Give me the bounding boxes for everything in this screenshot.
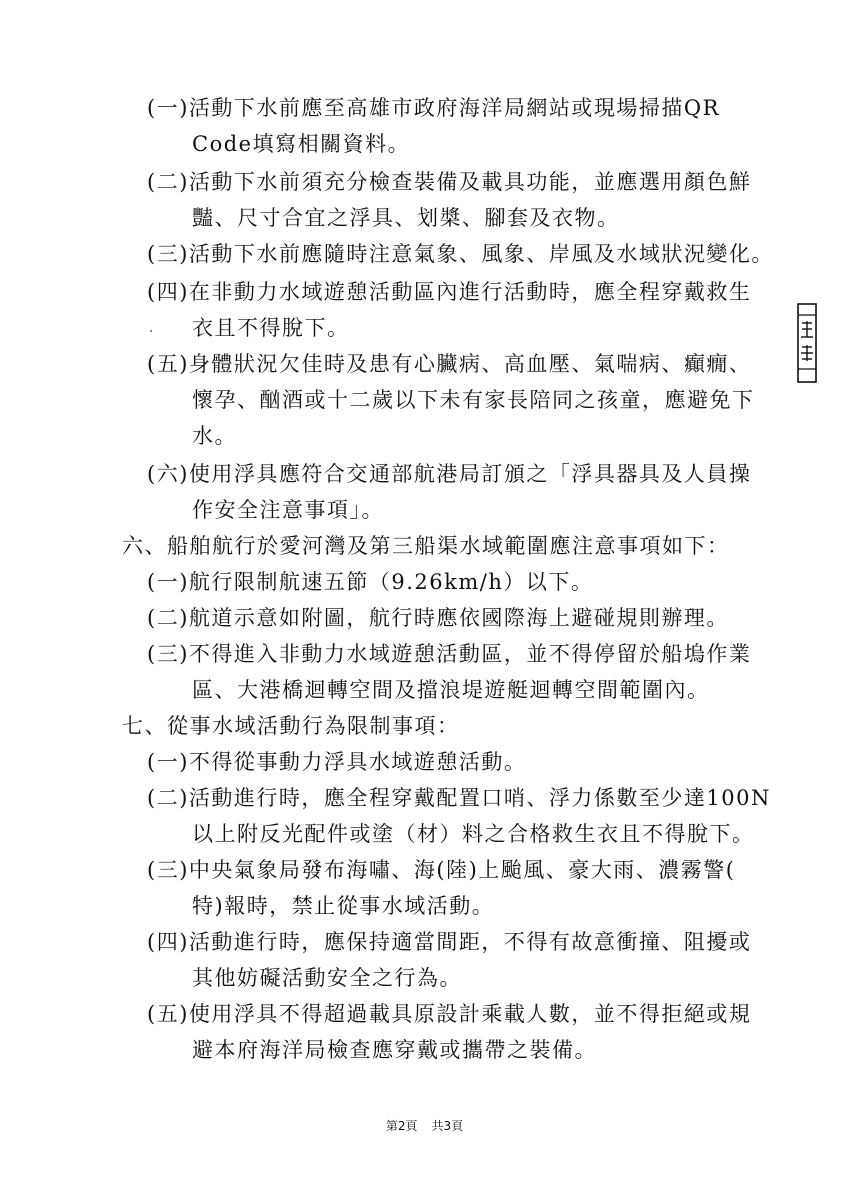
- item-6-2: (二)航道示意如附圖，航行時應依國際海上避碰規則辦理。: [147, 606, 729, 630]
- item-6-3-line-1: (三)不得進入非動力水域遊憩活動區，並不得停留於船塢作業: [147, 642, 752, 666]
- item-7-4-line-1: (四)活動進行時，應保持適當間距，不得有故意衝撞、阻擾或: [147, 930, 752, 954]
- item-5-3: (三)活動下水前應隨時注意氣象、風象、岸風及水域狀況變化。: [147, 242, 774, 266]
- scan-speck: [150, 330, 152, 332]
- section-7-heading: 七、從事水域活動行為限制事項：: [122, 714, 460, 738]
- item-7-2-line-2: 以上附反光配件或塗（材）料之合格救生衣且不得脫下。: [192, 822, 755, 846]
- item-5-2-line-1: (二)活動下水前須充分檢查裝備及載具功能，並應選用顏色鮮: [147, 170, 752, 194]
- item-6-1: (一)航行限制航速五節（9.26km/h）以下。: [147, 570, 594, 594]
- item-5-5-line-3: 水。: [192, 424, 237, 448]
- item-7-3-line-1: (三)中央氣象局發布海嘯、海(陸)上颱風、豪大雨、濃霧警(: [147, 858, 736, 882]
- item-7-2-line-1: (二)活動進行時，應全程穿戴配置口哨、浮力係數至少達100N: [147, 786, 771, 810]
- item-5-6-line-2: 作安全注意事項」。: [192, 498, 384, 522]
- item-5-1-line-2: Code填寫相關資料。: [192, 132, 411, 156]
- section-6-heading: 六、船舶航行於愛河灣及第三船渠水域範圍應注意事項如下：: [122, 534, 730, 558]
- item-5-2-line-2: 豔、尺寸合宜之浮具、划槳、腳套及衣物。: [192, 206, 620, 230]
- item-5-6-line-1: (六)使用浮具應符合交通部航港局訂頒之「浮具器具及人員操: [147, 462, 752, 486]
- item-7-1: (一)不得從事動力浮具水域遊憩活動。: [147, 750, 527, 774]
- item-5-1-line-1: (一)活動下水前應至高雄市政府海洋局網站或現場掃描QR: [147, 96, 720, 120]
- item-5-4-line-1: (四)在非動力水域遊憩活動區內進行活動時，應全程穿戴救生: [147, 280, 752, 304]
- page-number: 第2頁: [385, 1119, 418, 1133]
- item-7-3-line-2: 特)報時，禁止從事水域活動。: [192, 894, 495, 918]
- item-5-5-line-1: (五)身體狀況欠佳時及患有心臟病、高血壓、氣喘病、癲癇、: [147, 352, 752, 376]
- item-7-4-line-2: 其他妨礙活動安全之行為。: [192, 966, 462, 990]
- item-5-5-line-2: 懷孕、酗酒或十二歲以下未有家長陪同之孩童，應避免下: [192, 388, 755, 412]
- binding-seal-mark: [797, 303, 817, 383]
- item-7-5-line-1: (五)使用浮具不得超過載具原設計乘載人數，並不得拒絕或規: [147, 1002, 752, 1026]
- item-5-4-line-2: 衣且不得脫下。: [192, 316, 350, 340]
- page-footer: [0, 1118, 849, 1134]
- item-6-3-line-2: 區、大港橋迴轉空間及擋浪堤遊艇迴轉空間範圍內。: [192, 678, 710, 702]
- item-7-5-line-2: 避本府海洋局檢查應穿戴或攜帶之裝備。: [192, 1038, 597, 1062]
- page-total: 共3頁: [431, 1119, 464, 1133]
